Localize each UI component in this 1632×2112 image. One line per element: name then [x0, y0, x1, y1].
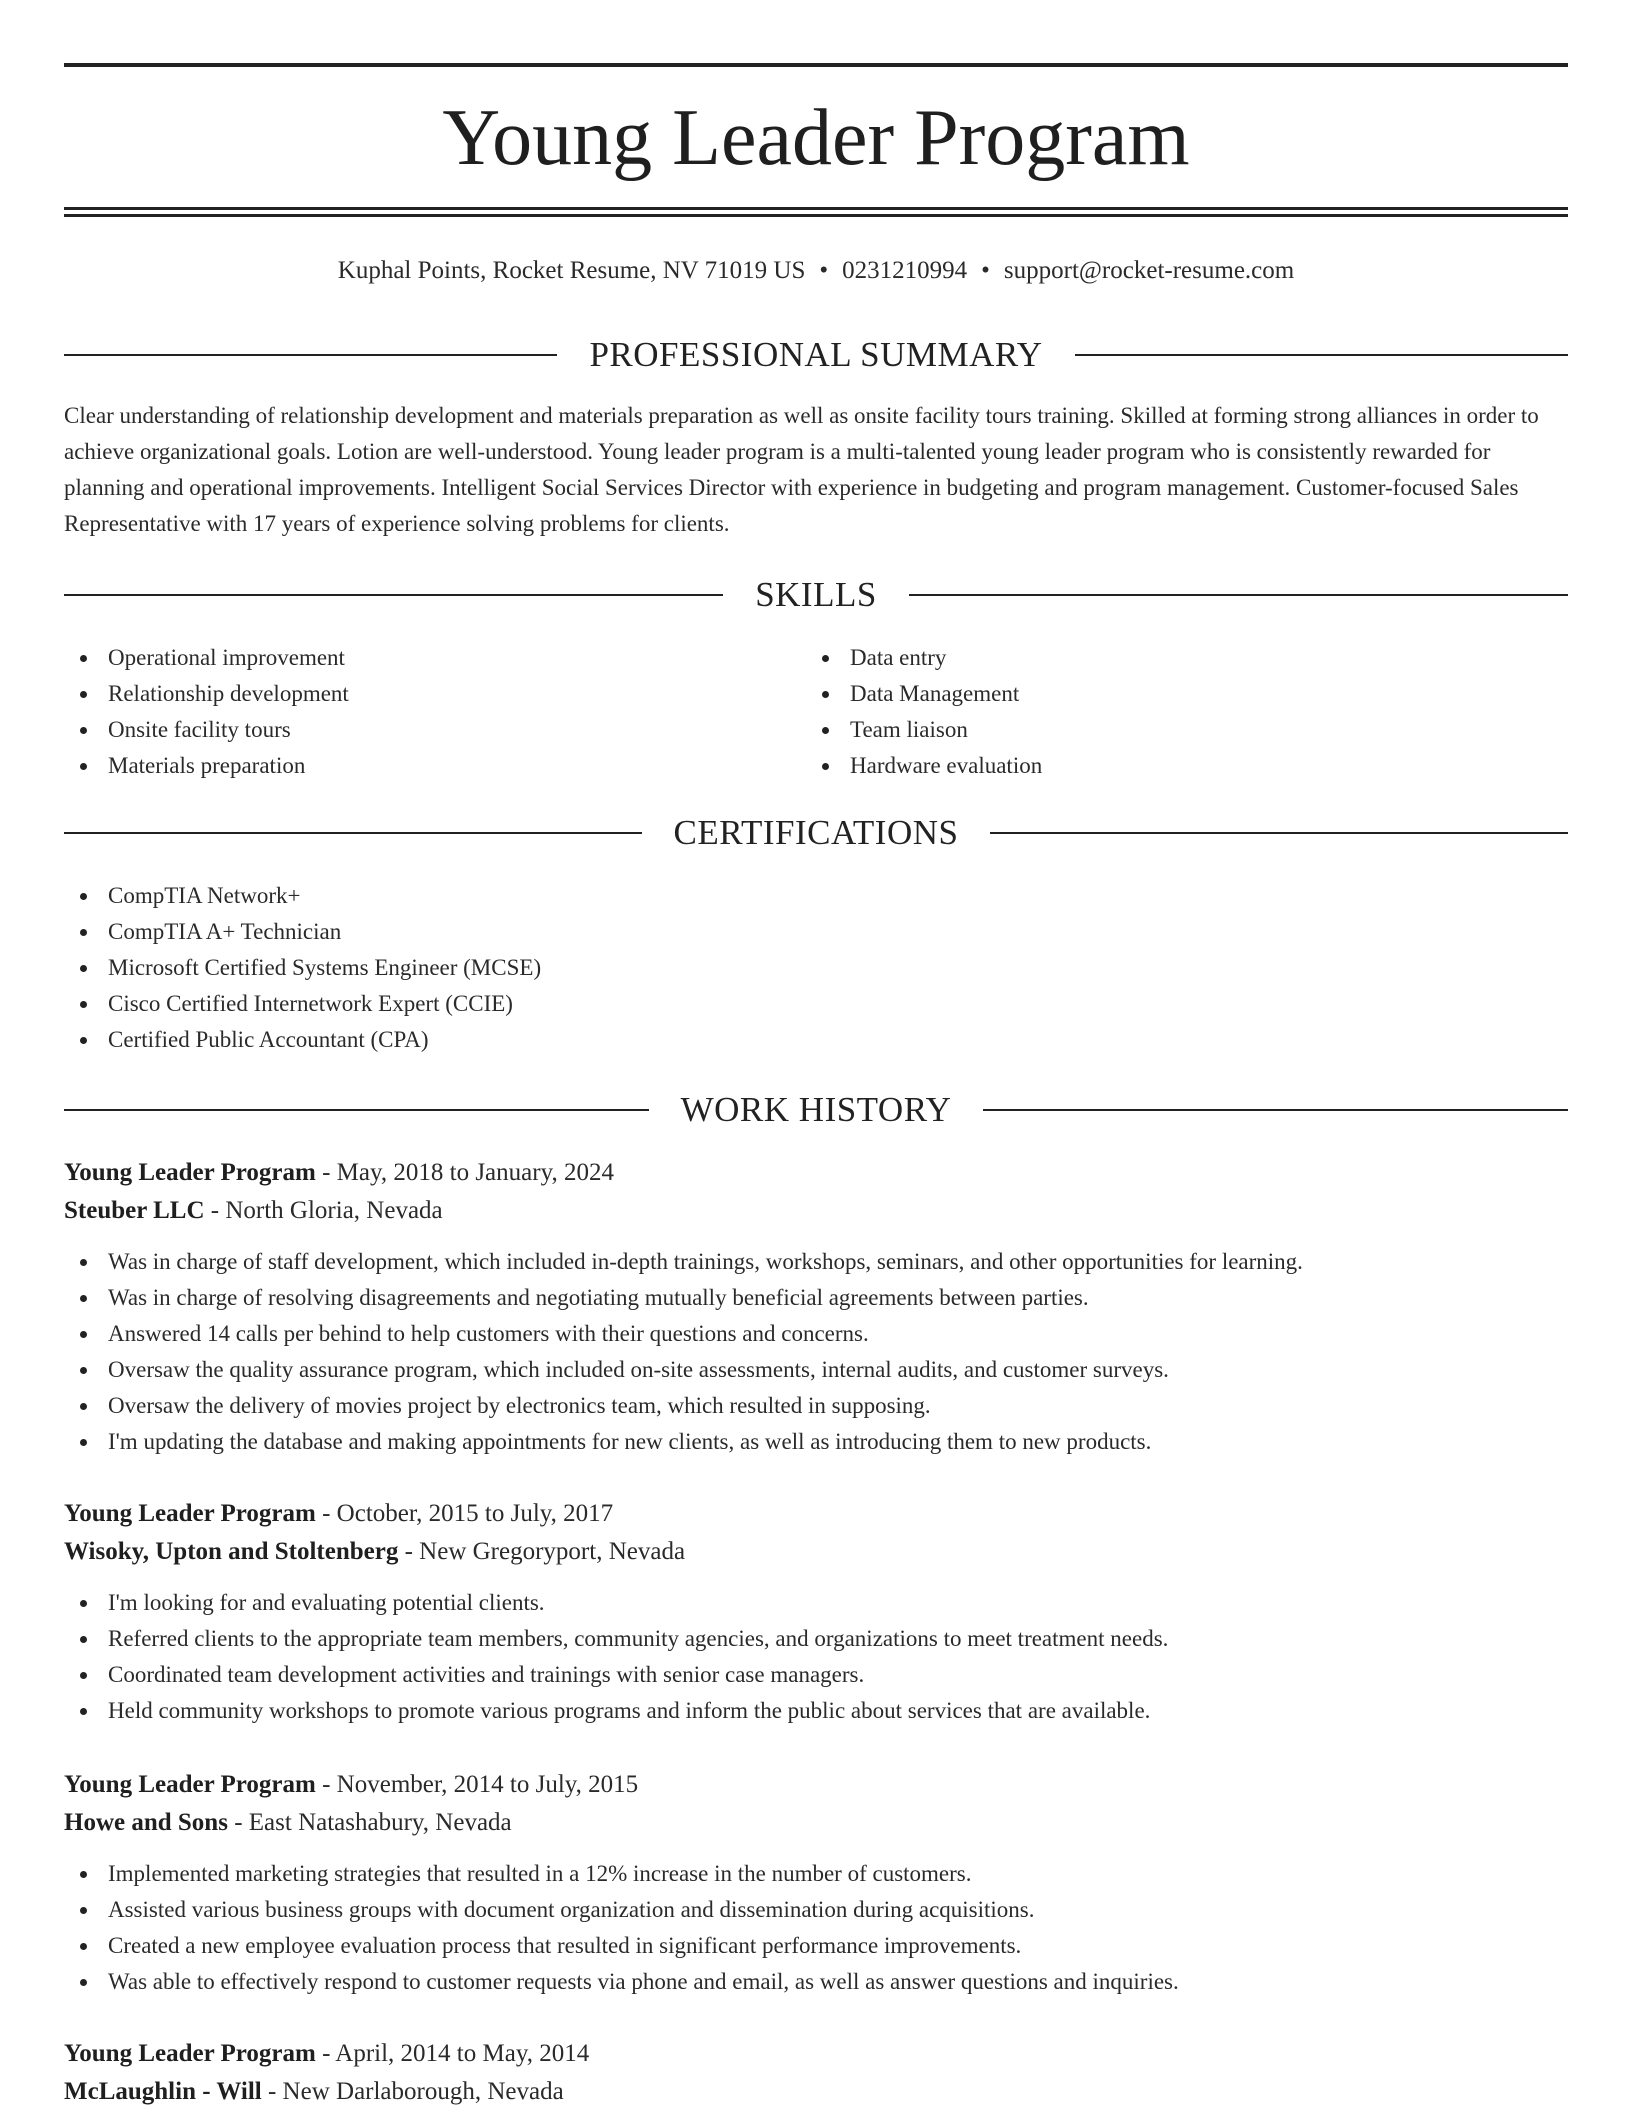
- summary-heading: [64, 333, 1568, 377]
- certifications-title: CERTIFICATIONS: [673, 813, 959, 852]
- skill-item: Data entry: [806, 640, 1546, 676]
- skill-item: Onsite facility tours: [64, 712, 804, 748]
- skill-item: Materials preparation: [64, 748, 804, 784]
- job-company-line: [64, 2073, 1568, 2111]
- skill-item: Operational improvement: [64, 640, 804, 676]
- job-bullet: Coordinated team development activities and trainings with senior case managers.: [64, 1657, 1568, 1693]
- job-title-line: [64, 1766, 1568, 1804]
- job-entry: [64, 1766, 1568, 2000]
- job-title: Young Leader Program: [64, 1159, 316, 1186]
- job-bullet: Answered 14 calls per behind to help customers with their questions and concerns.: [64, 1316, 1568, 1352]
- work-title: WORK HISTORY: [680, 1090, 952, 1129]
- heading-rule: [909, 594, 1568, 596]
- job-location: - East Natashabury, Nevada: [227, 1809, 512, 1836]
- skill-item: Team liaison: [806, 712, 1546, 748]
- job-entry: [64, 2035, 1568, 2111]
- heading-rule: [1075, 354, 1568, 356]
- job-bullet: Oversaw the quality assurance program, which included on-site assessments, internal audits, and customer surveys.: [64, 1352, 1568, 1388]
- job-title-line: [64, 1495, 1568, 1533]
- job-bullet: Was in charge of resolving disagreements and negotiating mutually beneficial agreements between parties.: [64, 1280, 1568, 1316]
- candidate-name: Young Leader Program: [442, 94, 1190, 182]
- contact-line: [64, 253, 1568, 289]
- job-location: - New Gregoryport, Nevada: [398, 1538, 686, 1565]
- job-company-line: [64, 1192, 1568, 1230]
- skill-item: Relationship development: [64, 676, 804, 712]
- job-entry: [64, 1495, 1568, 1729]
- phone-text: 0231210994: [842, 257, 968, 284]
- heading-rule: [64, 354, 557, 356]
- job-company-line: [64, 1533, 1568, 1571]
- contact-separator: •: [981, 257, 990, 284]
- job-title-line: [64, 1154, 1568, 1192]
- address-text: Kuphal Points, Rocket Resume, NV 71019 US: [337, 257, 806, 284]
- job-bullet: Assisted various business groups with document organization and dissemination during acquisitions.: [64, 1892, 1568, 1928]
- job-location: - New Darlaborough, Nevada: [261, 2078, 564, 2105]
- skills-heading: [64, 573, 1568, 617]
- skills-list-left: [64, 640, 804, 784]
- skill-item: Hardware evaluation: [806, 748, 1546, 784]
- certification-item: Microsoft Certified Systems Engineer (MCSE): [64, 950, 1568, 986]
- summary-title: PROFESSIONAL SUMMARY: [589, 335, 1043, 374]
- summary-text: Clear understanding of relationship development and materials preparation as well as onsite facility tours training. Skilled at forming strong alliances in order to achieve organizational goals. Lotion are well-understood. Young leader program is a multi-talented young leader program who is consistently rewarded for planning and operational improvements. Intelligent Social Services Director with experience in budgeting and program management. Customer-focused Sales Representative with 17 years of experience solving problems for clients.: [64, 403, 1539, 536]
- heading-rule: [64, 832, 642, 834]
- job-bullet: I'm looking for and evaluating potential clients.: [64, 1585, 1568, 1621]
- job-entry: [64, 1154, 1568, 1460]
- job-company: Howe and Sons: [64, 1809, 228, 1836]
- job-dates: - May, 2018 to January, 2024: [315, 1159, 614, 1186]
- heading-rule: [990, 832, 1568, 834]
- job-bullet: Was able to effectively respond to customer requests via phone and email, as well as answer questions and inquiries.: [64, 1964, 1568, 2000]
- heading-rule: [983, 1109, 1568, 1111]
- job-bullets: [64, 1856, 1568, 2000]
- job-company: McLaughlin - Will: [64, 2078, 262, 2105]
- certification-item: CompTIA Network+: [64, 878, 1568, 914]
- job-title-line: [64, 2035, 1568, 2073]
- skills-list-right: [806, 640, 1546, 784]
- job-bullet: Referred clients to the appropriate team members, community agencies, and organizations to meet treatment needs.: [64, 1621, 1568, 1657]
- job-company: Steuber LLC: [64, 1197, 205, 1224]
- certification-item: Cisco Certified Internetwork Expert (CCIE): [64, 986, 1568, 1022]
- heading-rule: [64, 1109, 649, 1111]
- job-title: Young Leader Program: [64, 2040, 316, 2067]
- job-bullets: [64, 1585, 1568, 1729]
- job-company: Wisoky, Upton and Stoltenberg: [64, 1538, 399, 1565]
- job-bullet: Was in charge of staff development, which included in-depth trainings, workshops, seminars, and other opportunities for learning.: [64, 1244, 1568, 1280]
- job-bullets: [64, 1244, 1568, 1460]
- job-location: - North Gloria, Nevada: [204, 1197, 443, 1224]
- job-bullet: Held community workshops to promote various programs and inform the public about services that are available.: [64, 1693, 1568, 1729]
- job-company-line: [64, 1804, 1568, 1842]
- contact-separator: •: [819, 257, 829, 284]
- certifications-list: [64, 878, 1568, 1058]
- job-bullet: Implemented marketing strategies that resulted in a 12% increase in the number of customers.: [64, 1856, 1568, 1892]
- job-bullet: Created a new employee evaluation process that resulted in significant performance improvements.: [64, 1928, 1568, 1964]
- top-rule: [64, 63, 1568, 67]
- job-dates: - November, 2014 to July, 2015: [315, 1771, 639, 1798]
- job-dates: - October, 2015 to July, 2017: [315, 1500, 614, 1527]
- job-dates: - April, 2014 to May, 2014: [315, 2040, 590, 2067]
- email-text: support@rocket-resume.com: [1003, 257, 1295, 284]
- job-title: Young Leader Program: [64, 1771, 316, 1798]
- skills-title: SKILLS: [755, 575, 877, 614]
- job-bullet: I'm updating the database and making appointments for new clients, as well as introducing them to new products.: [64, 1424, 1568, 1460]
- work-heading: [64, 1088, 1568, 1132]
- certifications-heading: [64, 811, 1568, 855]
- certification-item: CompTIA A+ Technician: [64, 914, 1568, 950]
- skill-item: Data Management: [806, 676, 1546, 712]
- certification-item: Certified Public Accountant (CPA): [64, 1022, 1568, 1058]
- double-rule: [64, 207, 1568, 217]
- heading-rule: [64, 594, 723, 596]
- job-title: Young Leader Program: [64, 1500, 316, 1527]
- job-bullet: Oversaw the delivery of movies project by electronics team, which resulted in supposing.: [64, 1388, 1568, 1424]
